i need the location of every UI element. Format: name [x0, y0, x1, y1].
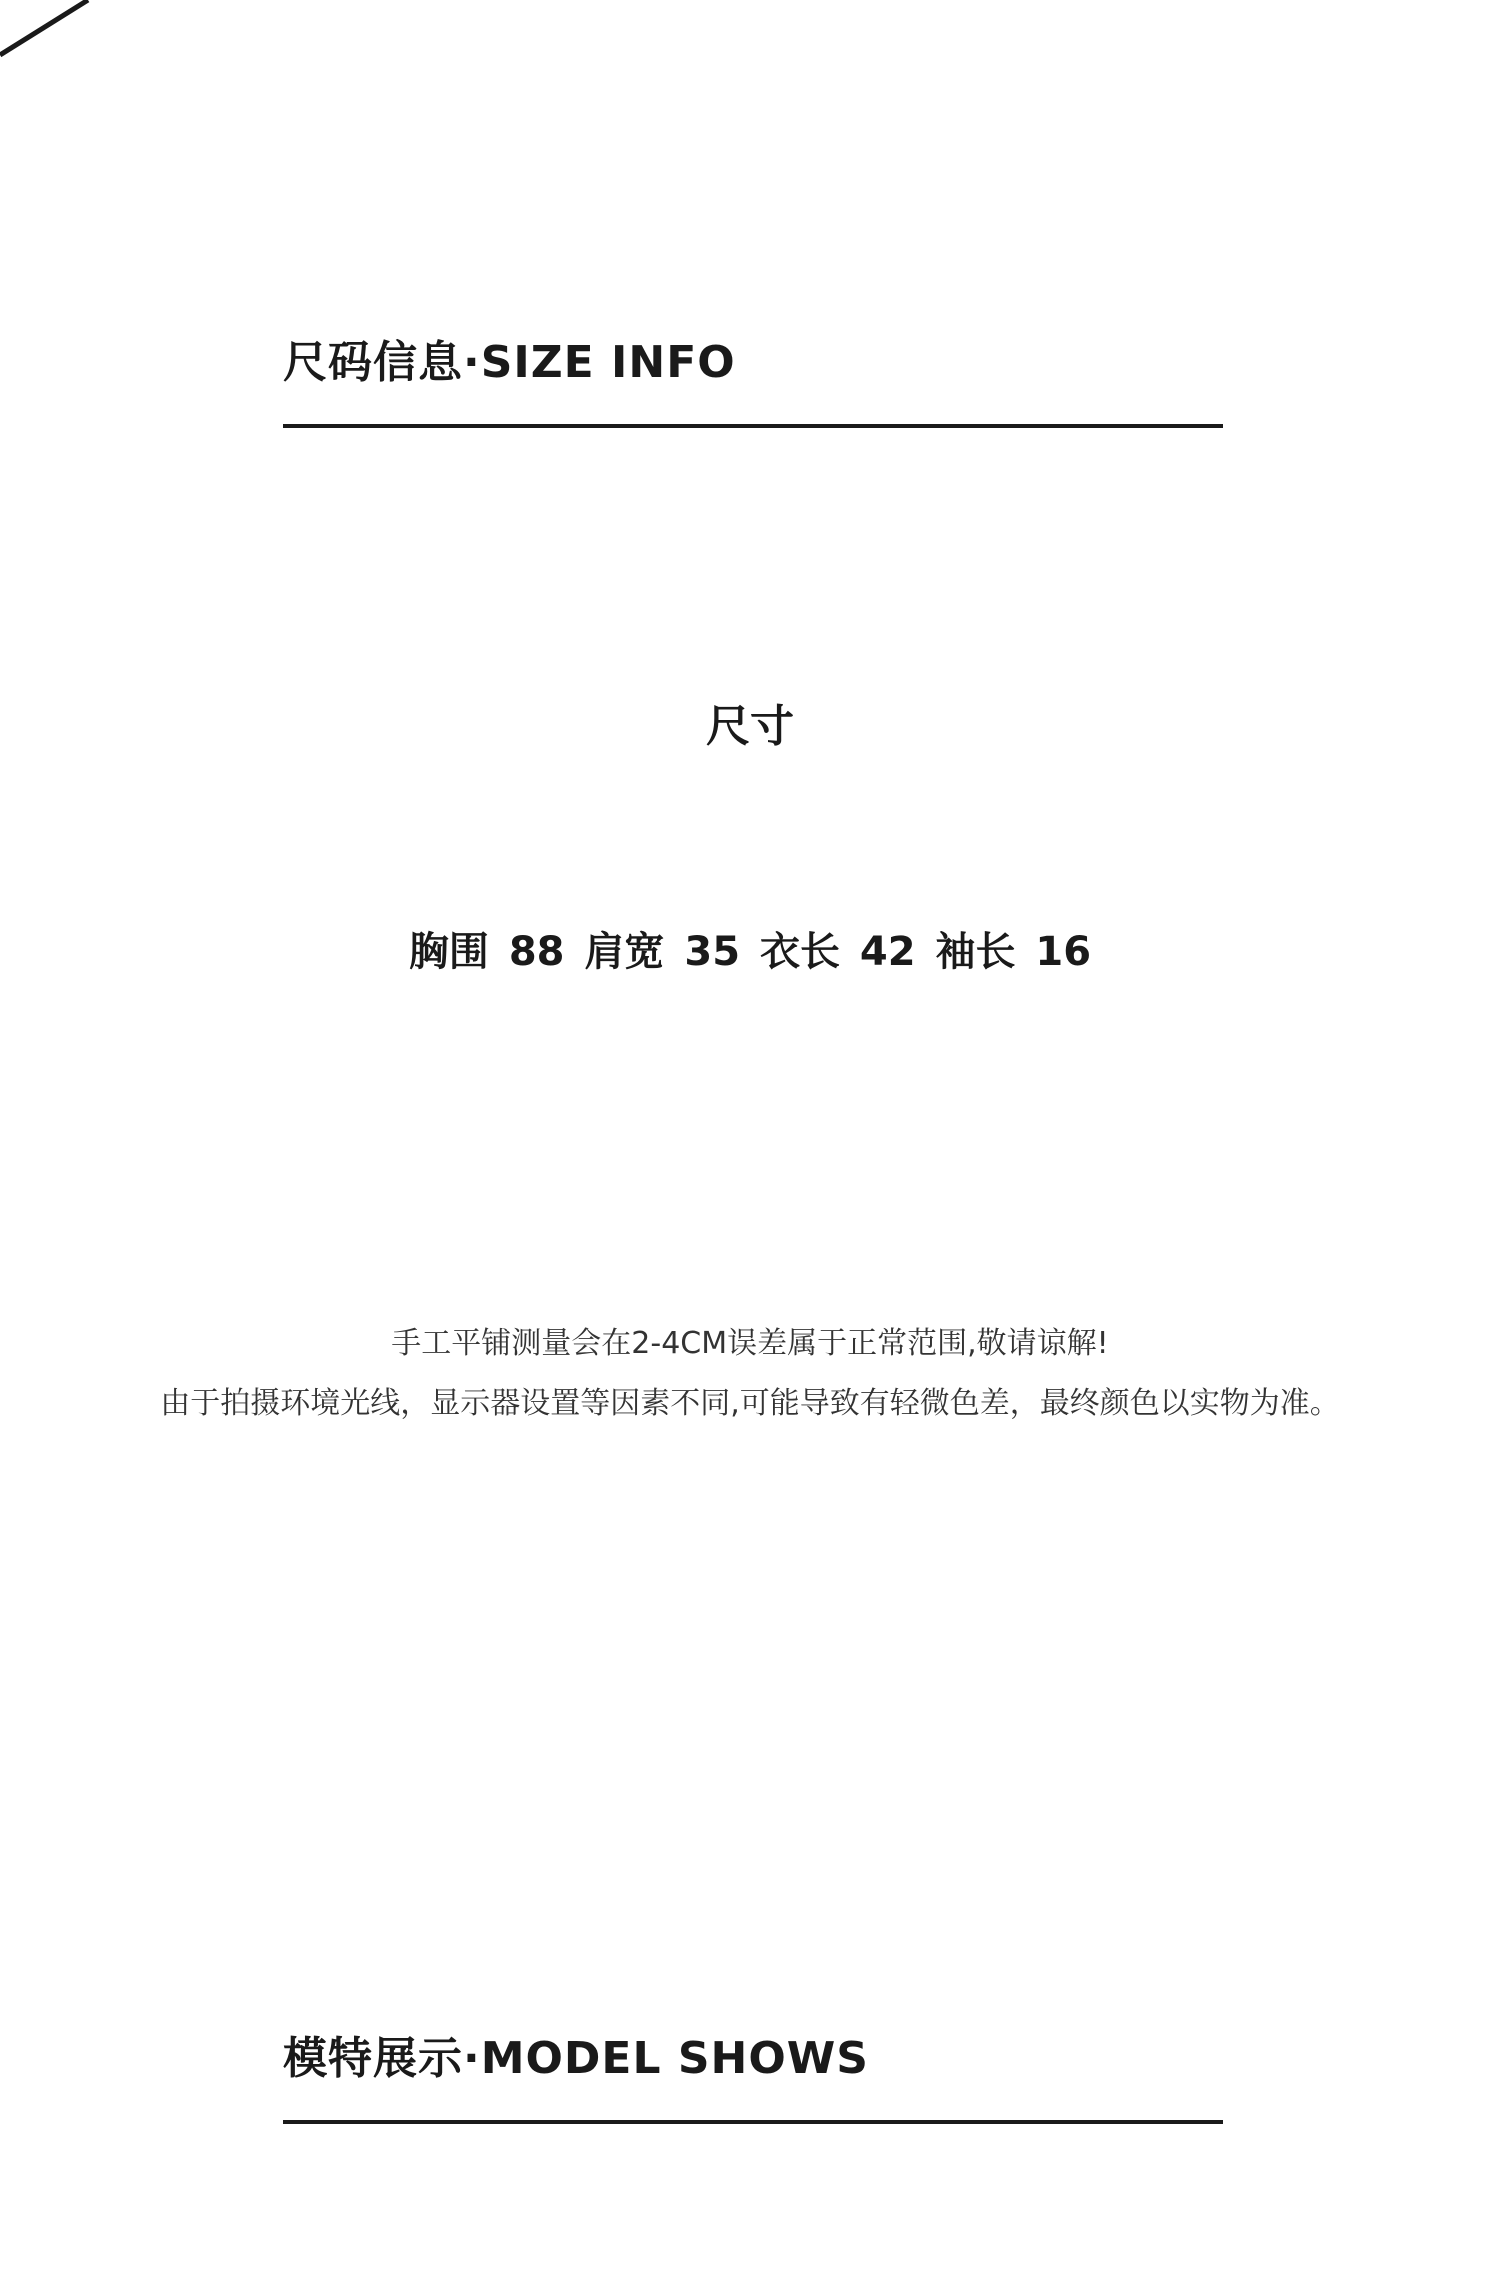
size-measurements: 胸围 88 肩宽 35 衣长 42 袖长 16: [408, 929, 1092, 975]
size-title: 尺寸: [706, 701, 794, 752]
size-info-divider: [283, 424, 1223, 428]
model-shows-heading: 模特展示·MODEL SHOWS: [283, 2033, 869, 2084]
size-info-heading: 尺码信息·SIZE INFO: [283, 337, 736, 388]
color-difference-notice: 由于拍摄环境光线，显示器设置等因素不同,可能导致有轻微色差，最终颜色以实物为准。: [160, 1386, 1340, 1421]
corner-decoration-line: [0, 0, 200, 80]
model-shows-divider: [283, 2120, 1223, 2124]
measurement-error-notice: 手工平铺测量会在2-4CM误差属于正常范围,敬请谅解!: [391, 1326, 1109, 1361]
